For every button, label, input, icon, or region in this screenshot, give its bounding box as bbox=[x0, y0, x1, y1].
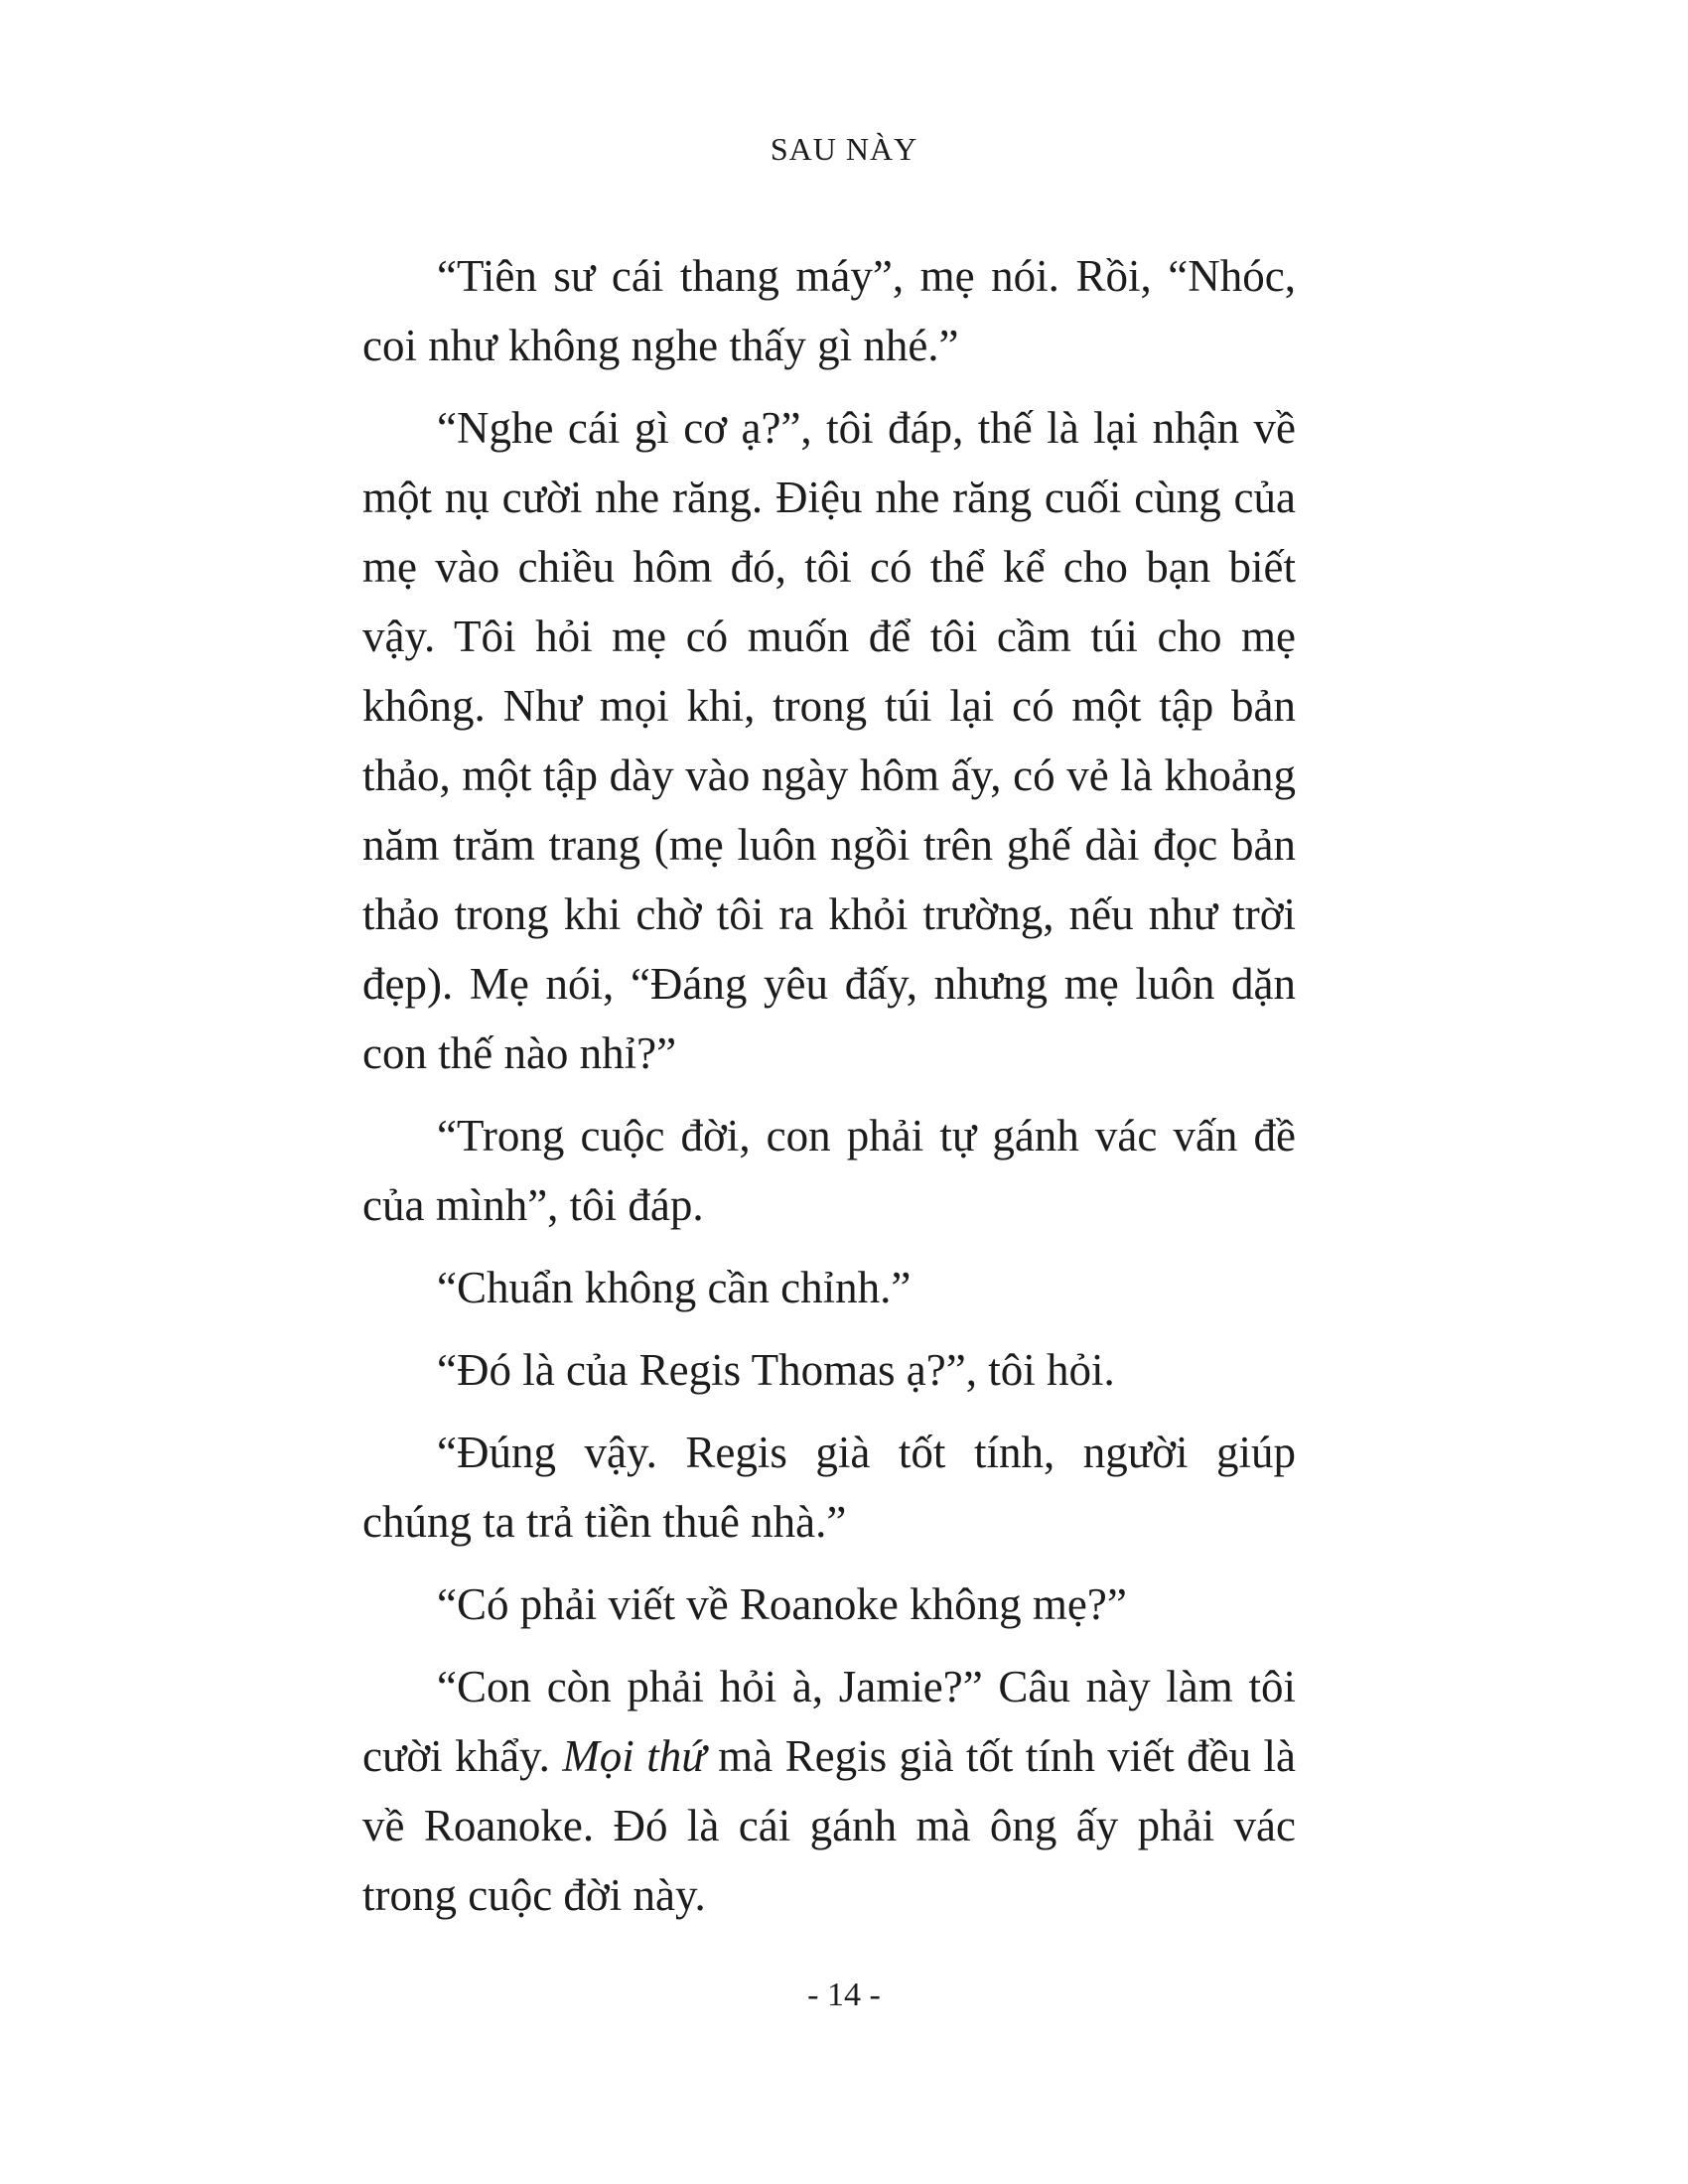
body-text bbox=[362, 241, 1296, 1943]
paragraph: “Có phải viết về Roanoke không mẹ?” bbox=[437, 1579, 1127, 1629]
running-head: SAU NÀY bbox=[770, 131, 918, 167]
last-paragraph bbox=[362, 1652, 1296, 1930]
paragraph: “Đó là của Regis Thomas ạ?”, tôi hỏi. bbox=[437, 1345, 1115, 1395]
emphasis-text: Mọi thứ bbox=[562, 1731, 706, 1781]
paragraph-text: mà Regis già tốt tính viết đều là về Roanoke. Đó là cái gánh mà ông ấy phải vác trong cuộc đời này. bbox=[362, 1731, 1296, 1920]
page-number: - 14 - bbox=[807, 1977, 881, 2013]
paragraph: “Đúng vậy. Regis già tốt tính, người giúp chúng ta trả tiền thuê nhà.” bbox=[362, 1428, 1296, 1547]
paragraph: “Tiên sư cái thang máy”, mẹ nói. Rồi, “Nhóc, coi như không nghe thấy gì nhé.” bbox=[362, 251, 1296, 370]
paragraph: “Chuẩn không cần chỉnh.” bbox=[437, 1263, 912, 1312]
paragraph: “Trong cuộc đời, con phải tự gánh vác vấn đề của mình”, tôi đáp. bbox=[362, 1111, 1296, 1230]
paragraph-text: “Con còn phải hỏi à, Jamie?” Câu này làm tôi cười khẩy. bbox=[362, 1662, 1296, 1781]
paragraph: “Nghe cái gì cơ ạ?”, tôi đáp, thế là lại nhận về một nụ cười nhe răng. Điệu nhe răng cuối cùng của mẹ vào chiều hôm đó, tôi có thể kể cho bạn biết vậy. Tôi hỏi mẹ có muốn để tôi cầm túi cho mẹ không. Như mọi khi, trong túi lại có một tập bản thảo, một tập dày vào ngày hôm ấy, có vẻ là khoảng năm trăm trang (mẹ luôn ngồi trên ghế dài đọc bản thảo trong khi chờ tôi ra khỏi trường, nếu như trời đẹp). Mẹ nói, “Đáng yêu đấy, nhưng mẹ luôn dặn con thế nào nhỉ?” bbox=[362, 403, 1296, 1078]
